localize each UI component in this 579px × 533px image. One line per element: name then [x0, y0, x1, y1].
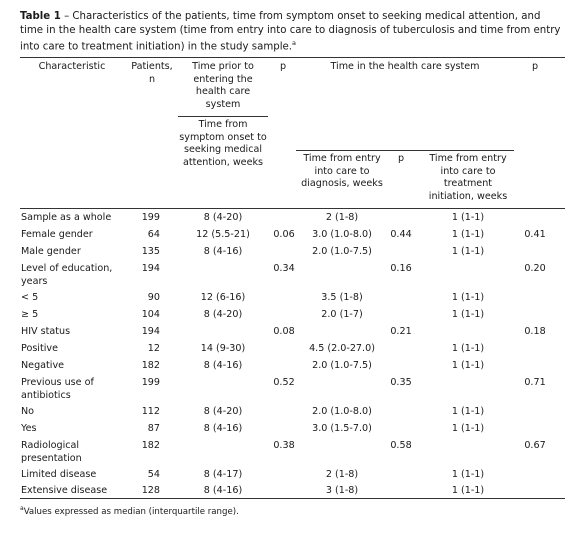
- row-n: 12: [147, 343, 160, 354]
- row-label: Male gender: [21, 246, 81, 257]
- row-n: 64: [147, 229, 160, 240]
- row-treatment: 1 (1-1): [451, 485, 485, 496]
- header-symptom-onset: Time from symptom onset to seeking medical attention, weeks: [179, 119, 267, 168]
- row-onset: 8 (4-20): [203, 212, 243, 223]
- row-label: < 5: [21, 292, 39, 303]
- row-n: 194: [141, 263, 160, 274]
- header-to-treatment: Time from entry into care to treatment initiation, weeks: [428, 153, 508, 202]
- header-characteristic: Characteristic: [38, 61, 106, 72]
- row-n: 135: [141, 246, 160, 257]
- row-diagnosis: 4.5 (2.0-27.0): [309, 343, 375, 354]
- row-n: 199: [141, 377, 160, 388]
- row-treatment: 1 (1-1): [451, 360, 485, 371]
- row-label: Radiological presentation: [21, 440, 82, 464]
- row-diagnosis: 2.0 (1-7): [321, 309, 363, 320]
- table-bottom-rule: [20, 498, 565, 499]
- row-p2: 0.58: [390, 440, 412, 451]
- row-onset: 8 (4-16): [203, 246, 243, 257]
- table-caption: [20, 10, 565, 54]
- row-onset: 8 (4-17): [203, 469, 243, 480]
- health-care-group-rule: [296, 150, 514, 151]
- row-n: 199: [141, 212, 160, 223]
- row-onset: 12 (5.5-21): [196, 229, 250, 240]
- row-n: 182: [141, 360, 160, 371]
- table-label: Table 1: [20, 11, 61, 22]
- row-label: Yes: [21, 423, 37, 434]
- table-top-rule: [20, 57, 565, 58]
- row-n: 112: [141, 406, 160, 417]
- row-label: Level of education, years: [21, 263, 113, 287]
- row-p1: 0.38: [273, 440, 295, 451]
- row-p3: 0.18: [524, 326, 546, 337]
- row-onset: 14 (9-30): [200, 343, 246, 354]
- row-treatment: 1 (1-1): [451, 406, 485, 417]
- header-bottom-rule: [20, 208, 565, 209]
- row-n: 54: [147, 469, 160, 480]
- header-time-prior: Time prior to entering the health care system: [192, 61, 254, 110]
- header-p1: p: [279, 61, 287, 72]
- row-diagnosis: 2 (1-8): [325, 469, 359, 480]
- row-p1: 0.52: [273, 377, 295, 388]
- row-label: Sample as a whole: [21, 212, 112, 223]
- caption-footnote-mark: a: [292, 39, 297, 47]
- row-label: Female gender: [21, 229, 93, 240]
- row-diagnosis: 3.0 (1.0-8.0): [312, 229, 372, 240]
- row-n: 87: [147, 423, 160, 434]
- footnote-text: Values expressed as median (interquartile range).: [23, 506, 239, 517]
- row-label: HIV status: [21, 326, 71, 337]
- row-treatment: 1 (1-1): [451, 469, 485, 480]
- row-diagnosis: 2 (1-8): [325, 212, 359, 223]
- row-p2: 0.21: [390, 326, 412, 337]
- caption-text: Characteristics of the patients, time from symptom onset to seeking medical attention, and time in the health care system (time from entry into care to diagnosis of tuberculosis and time from entry into care to treatment initiation) in the study sample.: [20, 11, 561, 53]
- row-n: 90: [147, 292, 160, 303]
- row-treatment: 1 (1-1): [451, 343, 485, 354]
- row-n: 194: [141, 326, 160, 337]
- row-n: 104: [141, 309, 160, 320]
- row-diagnosis: 2.0 (1.0-8.0): [312, 406, 372, 417]
- row-p3: 0.67: [524, 440, 546, 451]
- row-onset: 8 (4-16): [203, 423, 243, 434]
- row-n: 182: [141, 440, 160, 451]
- row-treatment: 1 (1-1): [451, 292, 485, 303]
- row-label: Positive: [21, 343, 58, 354]
- row-p3: 0.20: [524, 263, 546, 274]
- caption-dash: –: [60, 11, 73, 22]
- row-onset: 8 (4-16): [203, 485, 243, 496]
- row-diagnosis: 3.5 (1-8): [321, 292, 363, 303]
- header-to-diagnosis: Time from entry into care to diagnosis, weeks: [301, 153, 383, 189]
- row-p2: 0.35: [390, 377, 412, 388]
- row-p1: 0.06: [273, 229, 295, 240]
- row-p3: 0.41: [524, 229, 546, 240]
- row-p2: 0.16: [390, 263, 412, 274]
- row-onset: 8 (4-20): [203, 406, 243, 417]
- row-diagnosis: 3.0 (1.5-7.0): [312, 423, 372, 434]
- header-p2: p: [397, 153, 405, 164]
- row-p2: 0.44: [390, 229, 412, 240]
- row-diagnosis: 2.0 (1.0-7.5): [312, 360, 372, 371]
- header-time-in-care: Time in the health care system: [330, 61, 480, 72]
- prior-group-rule: [178, 116, 268, 117]
- row-label: No: [21, 406, 35, 417]
- row-treatment: 1 (1-1): [451, 423, 485, 434]
- footnote-mark: a: [20, 505, 24, 512]
- row-onset: 8 (4-20): [203, 309, 243, 320]
- header-patients: Patients, n: [131, 61, 173, 85]
- row-label: Negative: [21, 360, 65, 371]
- row-diagnosis: 3 (1-8): [325, 485, 359, 496]
- row-label: Extensive disease: [21, 485, 108, 496]
- row-onset: 8 (4-16): [203, 360, 243, 371]
- row-onset: 12 (6-16): [200, 292, 246, 303]
- row-p3: 0.71: [524, 377, 546, 388]
- row-diagnosis: 2.0 (1.0-7.5): [312, 246, 372, 257]
- header-p-right: p: [531, 61, 539, 72]
- row-label: Previous use of antibiotics: [21, 377, 94, 401]
- row-label: Limited disease: [21, 469, 97, 480]
- row-n: 128: [141, 485, 160, 496]
- row-p1: 0.34: [273, 263, 295, 274]
- row-treatment: 1 (1-1): [451, 246, 485, 257]
- row-p1: 0.08: [273, 326, 295, 337]
- table-footnote: [20, 503, 239, 518]
- row-treatment: 1 (1-1): [451, 229, 485, 240]
- row-treatment: 1 (1-1): [451, 212, 485, 223]
- row-treatment: 1 (1-1): [451, 309, 485, 320]
- row-label: ≥ 5: [21, 309, 39, 320]
